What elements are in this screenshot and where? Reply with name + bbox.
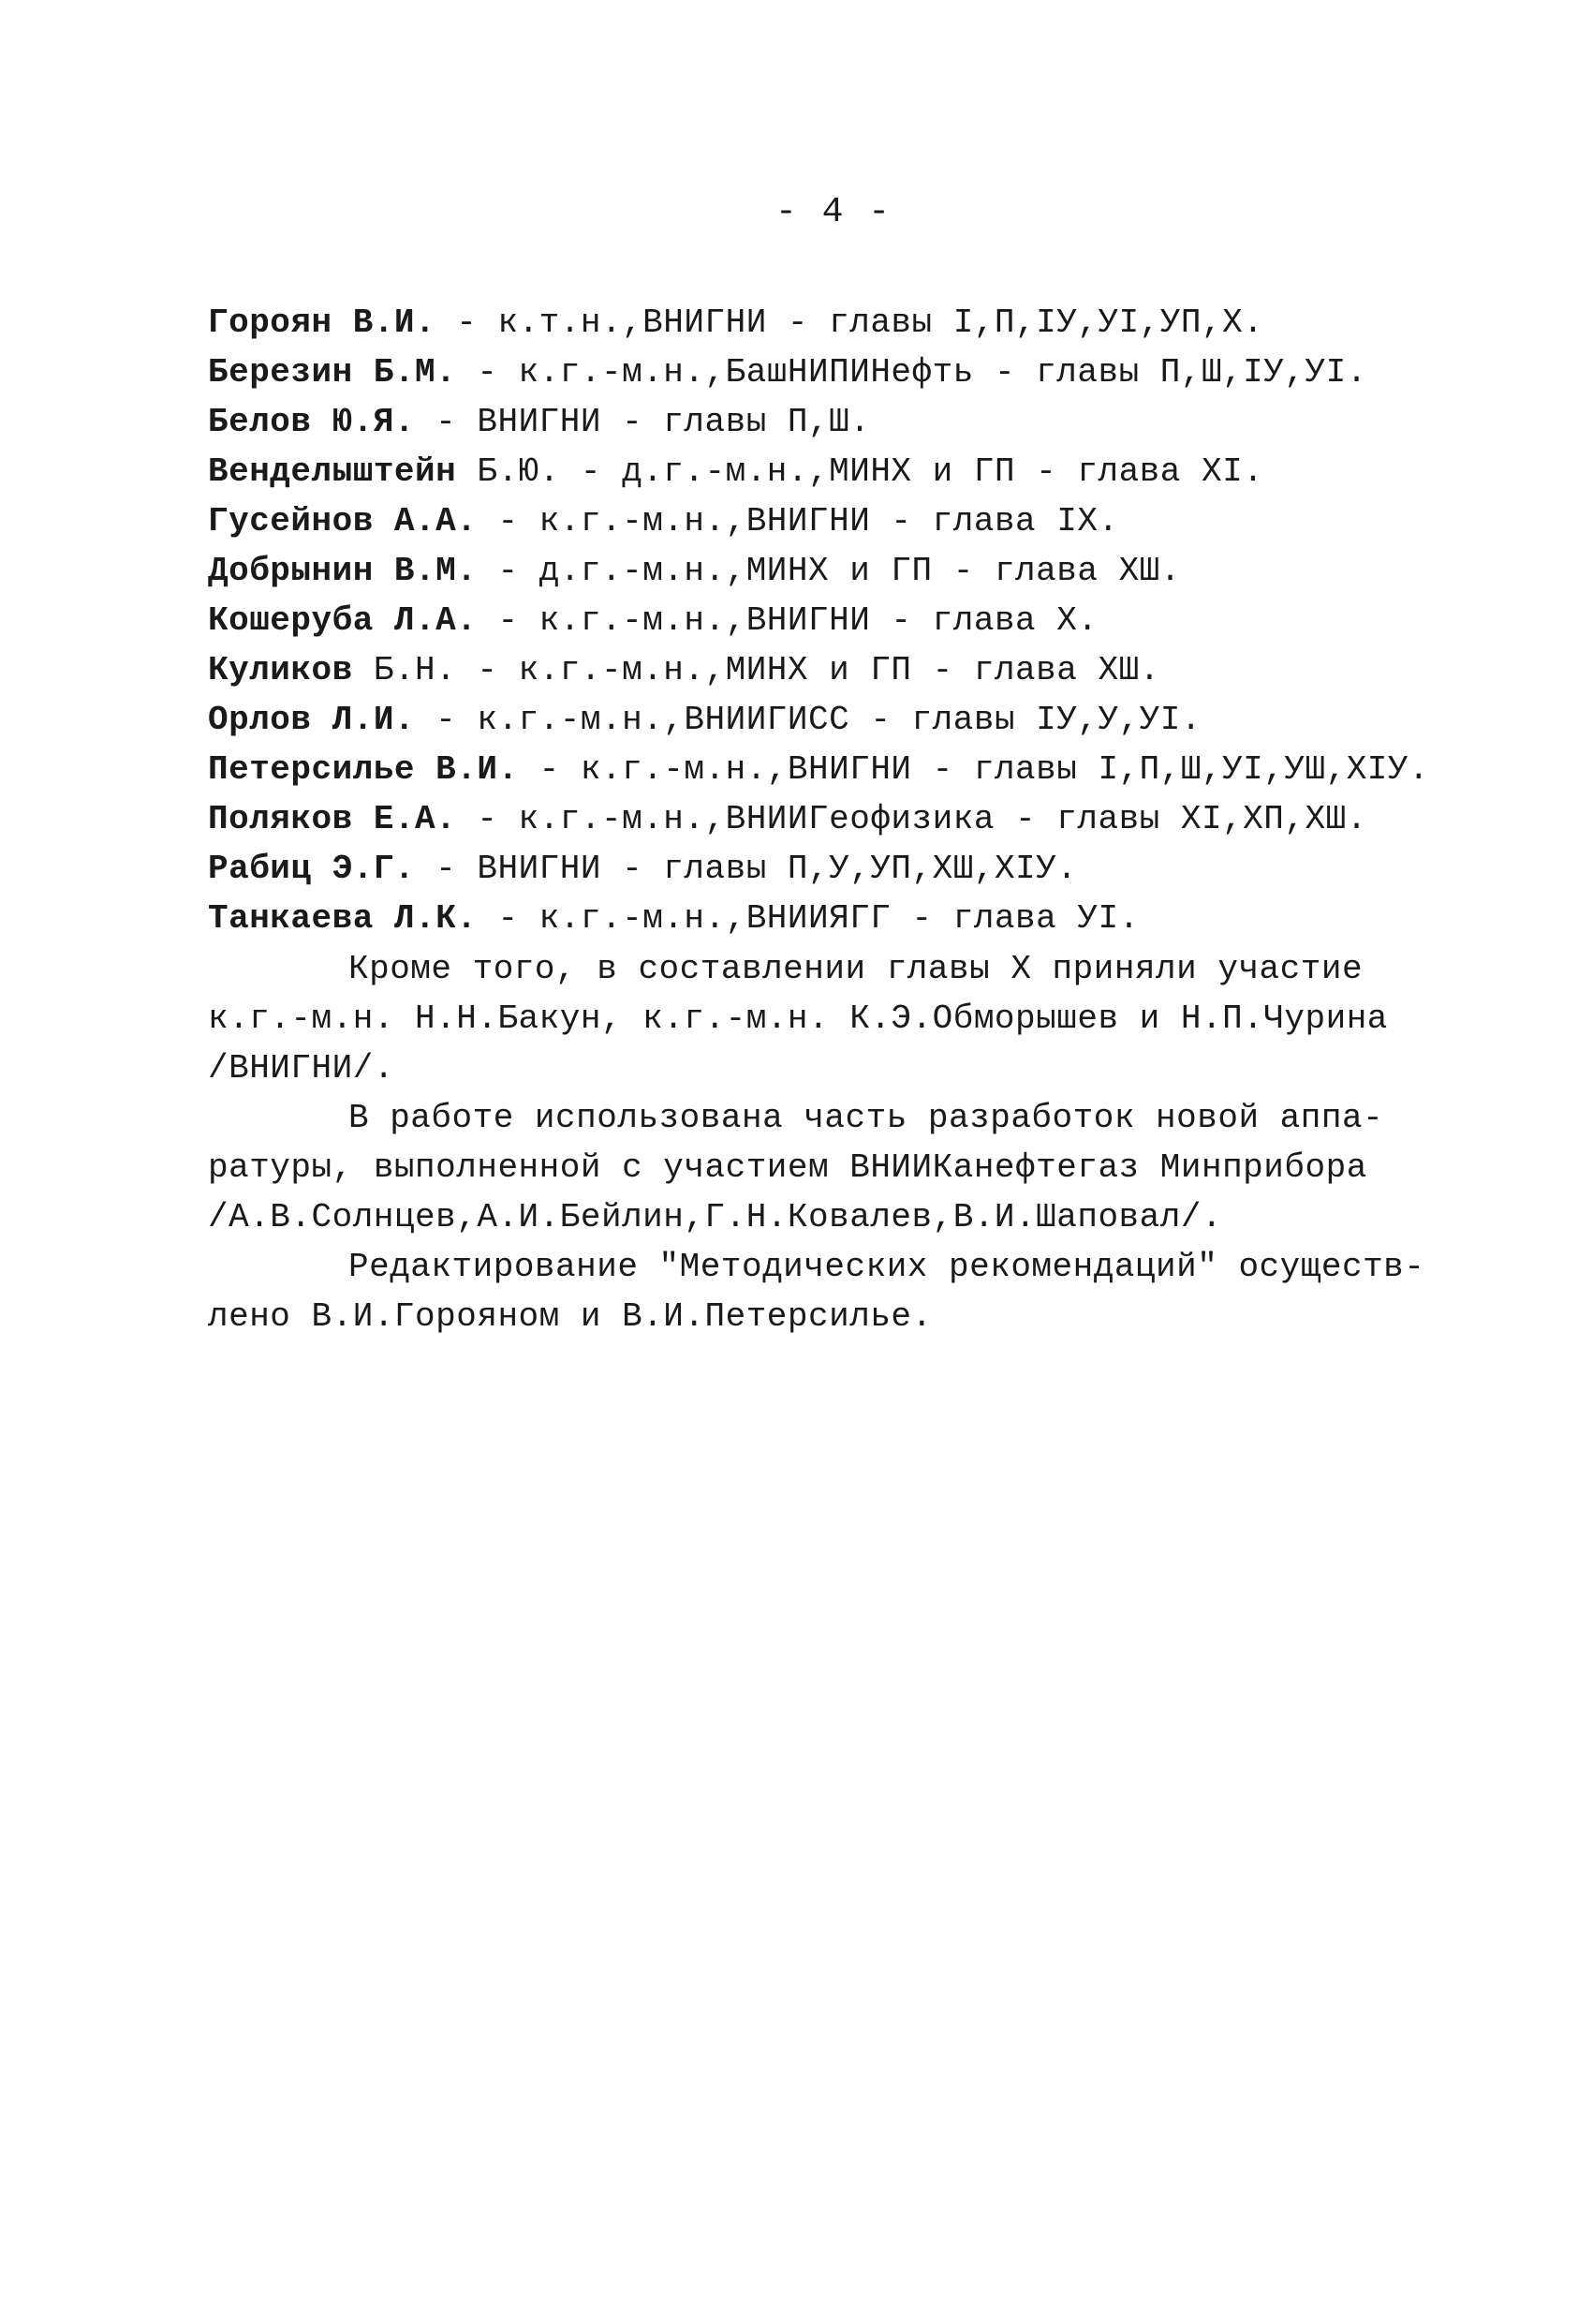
contributor-line — [208, 298, 1425, 348]
paragraph-line: /А.В.Солнцев,А.И.Бейлин,Г.Н.Ковалев,В.И.Шаповал/. — [208, 1198, 1223, 1236]
contributor-line — [208, 894, 1425, 943]
contributor-line — [208, 397, 1425, 447]
contributor-details: - к.г.-м.н.,ВНИИЯГГ - глава УI. — [477, 899, 1140, 938]
paragraph-additional-participants — [208, 944, 1425, 1093]
contributor-details: - ВНИГНИ - главы П,Ш. — [415, 403, 871, 441]
contributors-list — [208, 298, 1430, 943]
paragraph-line: к.г.-м.н. Н.Н.Бакун, к.г.-м.н. К.Э.Обморышев и Н.П.Чурина — [208, 999, 1388, 1038]
contributor-details: Б.Ю. - д.г.-м.н.,МИНХ и ГП - глава XI. — [456, 452, 1264, 491]
contributor-details: - к.т.н.,ВНИГНИ - главы I,П,IУ,УI,УП,Х. — [435, 303, 1264, 342]
paragraph-line: лено В.И.Горояном и В.И.Петерсилье. — [208, 1297, 933, 1336]
contributor-name: Гусейнов А.А. — [208, 502, 478, 540]
contributor-line — [208, 745, 1430, 794]
contributor-details: - к.г.-м.н.,ВНИИГеофизика - главы XI,ХП,ХШ. — [456, 800, 1367, 838]
paragraph-equipment — [208, 1093, 1425, 1242]
contributor-line — [208, 546, 1425, 596]
paragraph-editing — [208, 1242, 1425, 1341]
contributor-details: - к.г.-м.н.,БашНИПИНефть - главы П,Ш,IУ,УI. — [456, 353, 1367, 392]
contributor-name: Поляков Е.А. — [208, 800, 457, 838]
page-number: - 4 - — [774, 192, 892, 232]
contributor-name: Танкаева Л.К. — [208, 899, 478, 938]
contributor-name: Петерсилье В.И. — [208, 750, 519, 789]
contributor-name: Белов Ю.Я. — [208, 403, 416, 441]
contributor-details: - д.г.-м.н.,МИНХ и ГП - глава ХШ. — [477, 552, 1181, 590]
contributor-name: Кошеруба Л.А. — [208, 601, 478, 640]
contributor-details: - к.г.-м.н.,ВНИГНИ - глава IX. — [477, 502, 1119, 540]
contributor-line — [208, 447, 1425, 496]
contributor-name: Куликов — [208, 651, 353, 689]
contributor-details: - ВНИГНИ - главы П,У,УП,ХШ,XIУ. — [415, 850, 1078, 888]
paragraph-line: ратуры, выполненной с участием ВНИИКанефтегаз Минприбора — [208, 1148, 1367, 1187]
contributor-name: Рабиц Э.Г. — [208, 850, 416, 888]
contributor-name: Гороян В.И. — [208, 303, 436, 342]
contributor-line — [208, 596, 1425, 645]
contributor-details: Б.Н. - к.г.-м.н.,МИНХ и ГП - глава ХШ. — [352, 651, 1160, 689]
contributor-line — [208, 695, 1425, 745]
contributor-line — [208, 794, 1425, 844]
paragraph-line: В работе использована часть разработок новой аппа- — [348, 1099, 1384, 1137]
contributor-details: - к.г.-м.н.,ВНИИГИСС - главы IУ,У,УI. — [415, 701, 1202, 739]
contributor-line — [208, 844, 1425, 894]
contributor-name: Орлов Л.И. — [208, 701, 416, 739]
contributor-details: - к.г.-м.н.,ВНИГНИ - главы I,П,Ш,УI,УШ,XIУ. — [518, 750, 1430, 789]
contributor-line — [208, 348, 1425, 397]
paragraph-line: /ВНИГНИ/. — [208, 1049, 394, 1088]
contributor-name: Добрынин В.М. — [208, 552, 478, 590]
contributor-name: Березин Б.М. — [208, 353, 457, 392]
paragraph-line: Редактирование "Методических рекомендаций" осуществ- — [348, 1248, 1425, 1286]
contributor-line — [208, 645, 1425, 695]
contributor-name: Венделыштейн — [208, 452, 457, 491]
paragraph-line: Кроме того, в составлении главы Х приняли участие — [348, 950, 1364, 988]
contributor-line — [208, 496, 1425, 546]
contributor-details: - к.г.-м.н.,ВНИГНИ - глава Х. — [477, 601, 1099, 640]
